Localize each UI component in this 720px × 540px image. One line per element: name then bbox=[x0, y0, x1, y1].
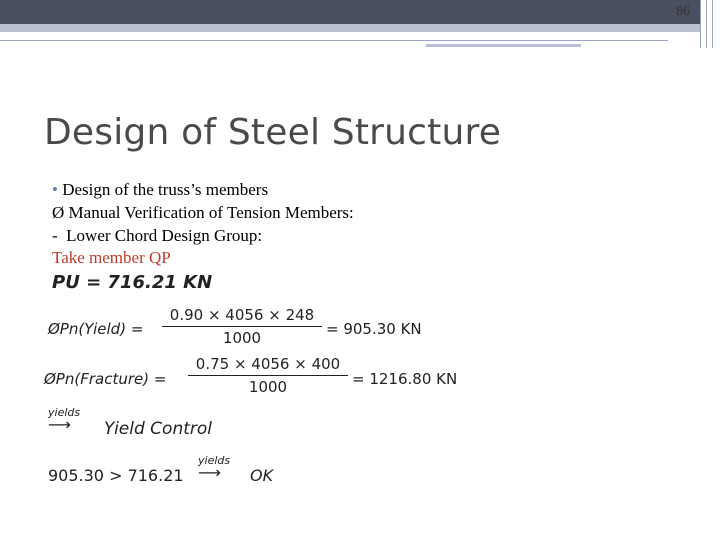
header-rule bbox=[0, 40, 668, 41]
dash-bullet-icon: - bbox=[52, 226, 58, 245]
bullet-1-text: Design of the truss’s members bbox=[62, 180, 269, 199]
yields-arrow-1 bbox=[48, 406, 81, 434]
fracture-fraction bbox=[188, 355, 348, 396]
yield-numerator: 0.90 × 4056 × 248 bbox=[162, 306, 322, 327]
header-divider-3 bbox=[712, 0, 713, 48]
header-accent-rule bbox=[426, 44, 581, 47]
yield-lhs: ØPn(Yield) = bbox=[48, 320, 144, 338]
page-number: 86 bbox=[676, 4, 690, 19]
yield-result: = 905.30 KN bbox=[326, 320, 422, 338]
bullet-2-text: Manual Verification of Tension Members: bbox=[68, 203, 354, 222]
header-divider-2 bbox=[706, 0, 707, 48]
header-divider-1 bbox=[700, 0, 701, 48]
yield-fraction bbox=[162, 306, 322, 347]
yield-control-text: Yield Control bbox=[104, 419, 213, 439]
top-bar bbox=[0, 0, 700, 24]
bullet-3 bbox=[52, 226, 262, 246]
top-bar-band bbox=[0, 24, 700, 32]
right-arrow-icon: ⟶ bbox=[48, 415, 71, 434]
yield-denominator: 1000 bbox=[222, 329, 262, 347]
ok-text: OK bbox=[250, 466, 274, 485]
fracture-lhs: ØPn(Fracture) = bbox=[44, 370, 167, 388]
pu-equation: PU = 716.21 KN bbox=[52, 272, 213, 293]
take-member-line: Take member QP bbox=[52, 248, 171, 267]
fracture-numerator: 0.75 × 4056 × 400 bbox=[188, 355, 348, 376]
comparison-text: 905.30 > 716.21 bbox=[48, 466, 184, 485]
bullet-1 bbox=[52, 180, 268, 200]
slide-title: Design of Steel Structure bbox=[44, 112, 502, 153]
arrow-bullet-icon: Ø bbox=[52, 203, 65, 222]
fracture-denominator: 1000 bbox=[248, 378, 288, 396]
yields-label-2: yields bbox=[198, 454, 231, 467]
bullet-dot-icon: • bbox=[52, 180, 58, 199]
bullet-3-text: Lower Chord Design Group: bbox=[66, 226, 263, 245]
yields-arrow-2 bbox=[198, 454, 231, 482]
yields-label-1: yields bbox=[48, 406, 81, 419]
fracture-result: = 1216.80 KN bbox=[352, 370, 458, 388]
right-arrow-icon: ⟶ bbox=[198, 463, 221, 482]
bullet-2 bbox=[52, 203, 354, 223]
